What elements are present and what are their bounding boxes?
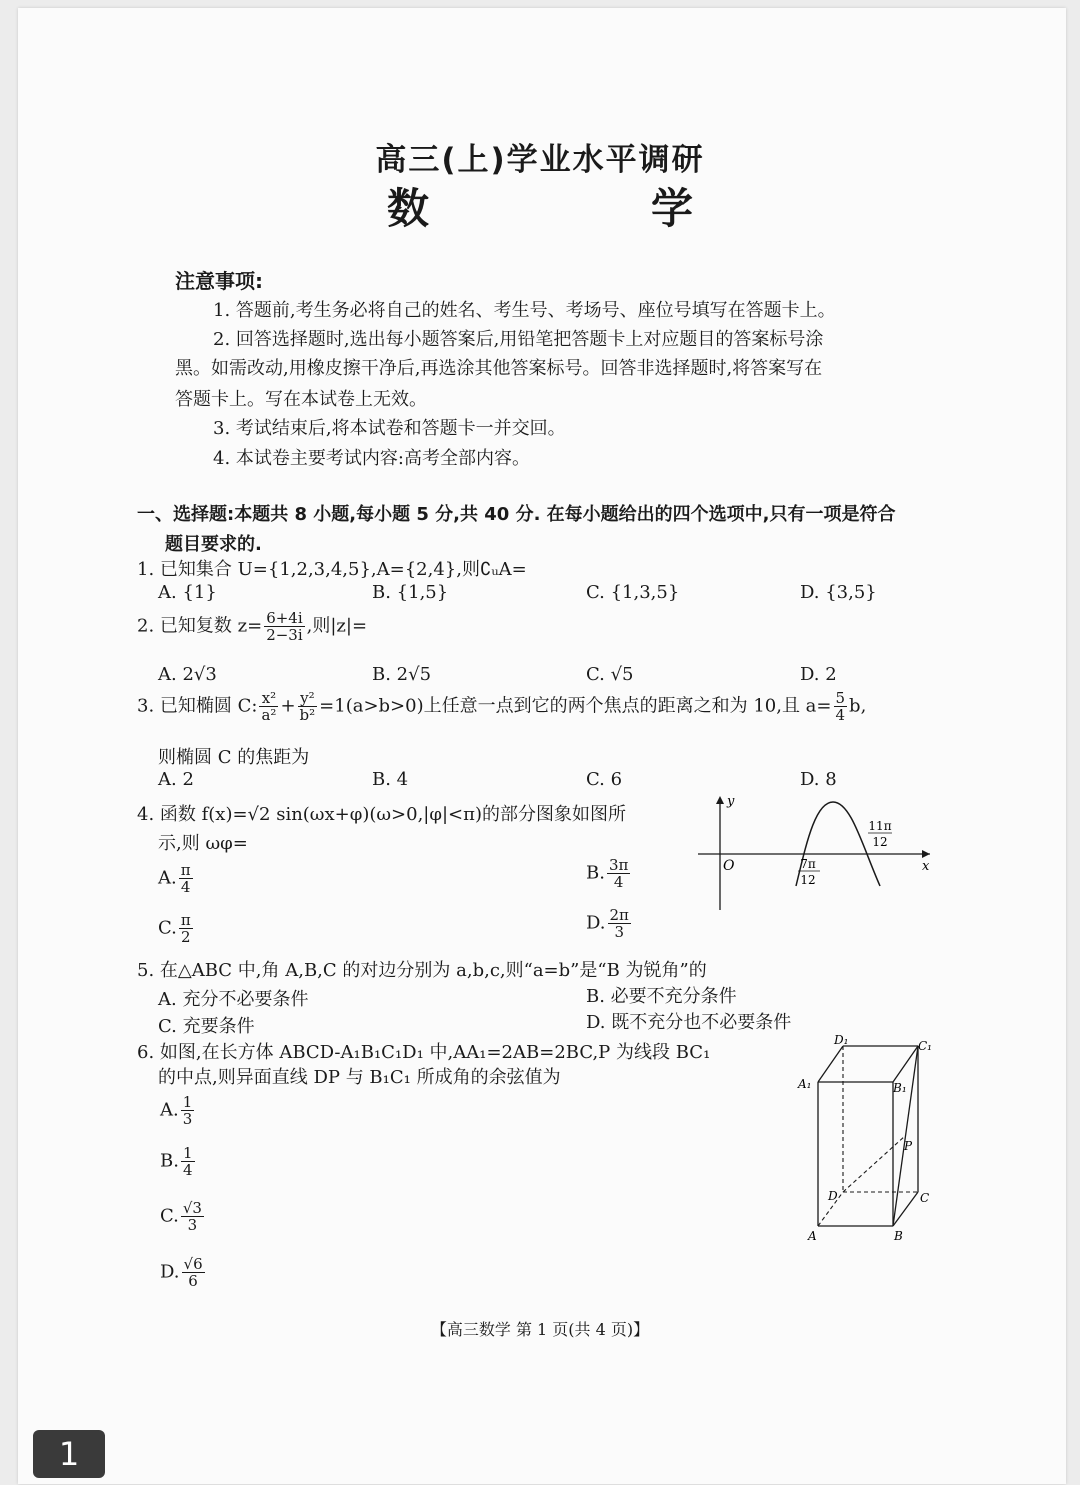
q2-frac-den: 2−3i bbox=[266, 626, 303, 644]
question-6-line2: 的中点,则异面直线 DP 与 B₁C₁ 所成角的余弦值为 bbox=[158, 1067, 561, 1088]
q4-a-label: A. bbox=[158, 867, 177, 889]
q2-suffix: ,则|z|= bbox=[306, 615, 368, 637]
q6-c-frac bbox=[181, 1200, 204, 1233]
q6-option-c bbox=[160, 1200, 206, 1233]
q6-d-den: 6 bbox=[188, 1272, 198, 1290]
q5-option-a: A. 充分不必要条件 bbox=[158, 989, 309, 1010]
q3-prefix: 3. 已知椭圆 C: bbox=[137, 695, 258, 717]
q4-tick-7pi-den: 12 bbox=[800, 873, 816, 887]
q2-prefix: 2. 已知复数 z= bbox=[137, 615, 263, 637]
q6-a-den: 3 bbox=[182, 1110, 193, 1128]
q5-option-c: C. 充要条件 bbox=[158, 1016, 255, 1037]
q3-frac3-num: 5 bbox=[835, 689, 846, 707]
q6-a-frac bbox=[181, 1094, 195, 1127]
q6-b-label: B. bbox=[160, 1150, 179, 1172]
question-2-stem bbox=[137, 610, 367, 643]
edge-A1D1 bbox=[818, 1046, 843, 1082]
q4-a-frac bbox=[179, 862, 193, 895]
q4-option-c bbox=[158, 912, 195, 945]
q6-cuboid-figure bbox=[790, 1030, 940, 1245]
q4-a-num: π bbox=[180, 861, 191, 879]
q3-option-c: C. 6 bbox=[586, 769, 623, 790]
exam-subject: 数 学 bbox=[386, 184, 783, 233]
note-line: 黑。如需改动,用橡皮擦干净后,再选涂其他答案标号。回答非选择题时,将答案写在 bbox=[175, 358, 823, 379]
q3-frac2-num: y² bbox=[298, 690, 318, 707]
q1-option-d: D. {3,5} bbox=[800, 582, 877, 603]
q6-d-label: D. bbox=[160, 1261, 180, 1283]
q4-d-label: D. bbox=[586, 912, 606, 934]
label-P: P bbox=[904, 1139, 913, 1153]
q3-option-a: A. 2 bbox=[158, 769, 194, 790]
q2-option-b: B. 2√5 bbox=[372, 664, 432, 685]
q3-plus: + bbox=[280, 695, 296, 717]
page-number-badge[interactable]: 1 bbox=[33, 1430, 105, 1478]
q2-option-c: C. √5 bbox=[586, 664, 634, 685]
q4-tick-11pi-den: 12 bbox=[872, 835, 888, 849]
label-A1: A₁ bbox=[798, 1077, 812, 1091]
question-4-line2: 示,则 ωφ= bbox=[158, 833, 248, 854]
question-5-stem: 5. 在△ABC 中,角 A,B,C 的对边分别为 a,b,c,则“a=b”是“B 为锐角”的 bbox=[137, 960, 707, 981]
note-line: 4. 本试卷主要考试内容:高考全部内容。 bbox=[213, 448, 530, 469]
q3-frac2-den: b² bbox=[299, 706, 316, 724]
question-6-line1: 6. 如图,在长方体 ABCD-A₁B₁C₁D₁ 中,AA₁=2AB=2BC,P 为线段 BC₁ bbox=[137, 1042, 711, 1063]
q4-option-b bbox=[586, 857, 632, 890]
q4-d-num: 2π bbox=[609, 906, 629, 924]
question-4-line1: 4. 函数 f(x)=√2 sin(ωx+φ)(ω>0,|φ|<π)的部分图象如图所 bbox=[137, 804, 626, 825]
edge-BC1 bbox=[893, 1046, 918, 1226]
q4-b-frac bbox=[607, 857, 630, 890]
segment-DP bbox=[843, 1136, 905, 1192]
q5-option-d: D. 既不充分也不必要条件 bbox=[586, 1012, 792, 1033]
q4-b-den: 4 bbox=[613, 873, 624, 891]
page-footer: 【高三数学 第 1 页(共 4 页)】 bbox=[430, 1320, 650, 1339]
label-C: C bbox=[920, 1191, 930, 1205]
q4-origin-label: O bbox=[723, 858, 735, 874]
q5-option-b: B. 必要不充分条件 bbox=[586, 986, 737, 1007]
q6-b-frac bbox=[181, 1145, 195, 1178]
q2-option-d: D. 2 bbox=[800, 664, 837, 685]
q3-option-b: B. 4 bbox=[372, 769, 409, 790]
note-line: 答题卡上。写在本试卷上无效。 bbox=[175, 389, 427, 410]
q6-d-frac bbox=[182, 1256, 205, 1289]
q3-frac3-den: 4 bbox=[835, 706, 846, 724]
q3-fraction-2 bbox=[298, 690, 318, 723]
q4-tick-7pi-num: 7π bbox=[800, 857, 816, 871]
label-B1: B₁ bbox=[893, 1081, 907, 1095]
exam-title: 高三(上)学业水平调研 bbox=[375, 142, 705, 178]
q4-c-num: π bbox=[180, 911, 191, 929]
q2-frac-num: 6+4i bbox=[266, 609, 303, 627]
q6-c-label: C. bbox=[160, 1205, 179, 1227]
q6-a-label: A. bbox=[160, 1099, 179, 1121]
note-line: 1. 答题前,考生务必将自己的姓名、考生号、考场号、座位号填写在答题卡上。 bbox=[213, 300, 836, 321]
q4-x-label: x bbox=[922, 859, 930, 874]
q3-fraction-1 bbox=[259, 690, 278, 723]
q6-c-num: √3 bbox=[182, 1199, 202, 1217]
q4-y-label: y bbox=[727, 794, 735, 809]
question-1-stem: 1. 已知集合 U={1,2,3,4,5},A={2,4},则∁ᵤA= bbox=[137, 559, 527, 580]
q6-option-d bbox=[160, 1256, 207, 1289]
q3-middle: =1(a>b>0)上任意一点到它的两个焦点的距离之和为 10,且 a= bbox=[319, 695, 832, 717]
question-3-stem bbox=[137, 690, 866, 723]
q4-y-arrow bbox=[716, 796, 724, 804]
label-A: A bbox=[808, 1229, 817, 1243]
note-line: 2. 回答选择题时,选出每小题答案后,用铅笔把答题卡上对应题目的答案标号涂 bbox=[213, 329, 824, 350]
q6-d-num: √6 bbox=[183, 1255, 203, 1273]
label-D: D bbox=[828, 1189, 838, 1203]
q4-d-frac bbox=[608, 907, 631, 940]
label-D1: D₁ bbox=[834, 1033, 849, 1047]
q1-option-c: C. {1,3,5} bbox=[586, 582, 680, 603]
q1-option-a: A. {1} bbox=[158, 582, 217, 603]
q4-d-den: 3 bbox=[614, 923, 624, 941]
q1-option-b: B. {1,5} bbox=[372, 582, 449, 603]
q4-option-d bbox=[586, 907, 633, 940]
q4-c-frac bbox=[179, 912, 193, 945]
section-heading: 一、选择题:本题共 8 小题,每小题 5 分,共 40 分. 在每小题给出的四个选项中,只有一项是符合 bbox=[137, 504, 896, 525]
q6-b-den: 4 bbox=[182, 1161, 193, 1179]
q4-c-den: 2 bbox=[181, 928, 191, 946]
q6-option-a bbox=[160, 1094, 196, 1127]
label-C1: C₁ bbox=[918, 1039, 932, 1053]
q6-a-num: 1 bbox=[182, 1093, 193, 1111]
q4-b-label: B. bbox=[586, 862, 605, 884]
q2-fraction bbox=[264, 610, 304, 643]
q4-a-den: 4 bbox=[180, 878, 191, 896]
q4-b-num: 3π bbox=[608, 856, 629, 874]
q2-option-a: A. 2√3 bbox=[158, 664, 217, 685]
q4-x-arrow bbox=[922, 850, 930, 858]
note-line: 3. 考试结束后,将本试卷和答题卡一并交回。 bbox=[213, 418, 566, 439]
q3-fraction-3 bbox=[834, 690, 848, 723]
section-heading-cont: 题目要求的. bbox=[165, 534, 262, 555]
q3-suffix: b, bbox=[849, 695, 867, 717]
question-3-line2: 则椭圆 C 的焦距为 bbox=[158, 747, 310, 768]
notes-heading: 注意事项: bbox=[175, 269, 263, 293]
q3-frac1-den: a² bbox=[261, 706, 277, 724]
q3-frac1-num: x² bbox=[259, 690, 278, 707]
label-B: B bbox=[894, 1229, 903, 1243]
q3-option-d: D. 8 bbox=[800, 769, 837, 790]
q4-sine-figure bbox=[690, 790, 940, 915]
q4-c-label: C. bbox=[158, 917, 177, 939]
q6-b-num: 1 bbox=[182, 1144, 193, 1162]
q4-option-a bbox=[158, 862, 195, 895]
q6-c-den: 3 bbox=[187, 1216, 198, 1234]
q4-tick-11pi-num: 11π bbox=[868, 819, 892, 833]
q6-option-b bbox=[160, 1145, 197, 1178]
